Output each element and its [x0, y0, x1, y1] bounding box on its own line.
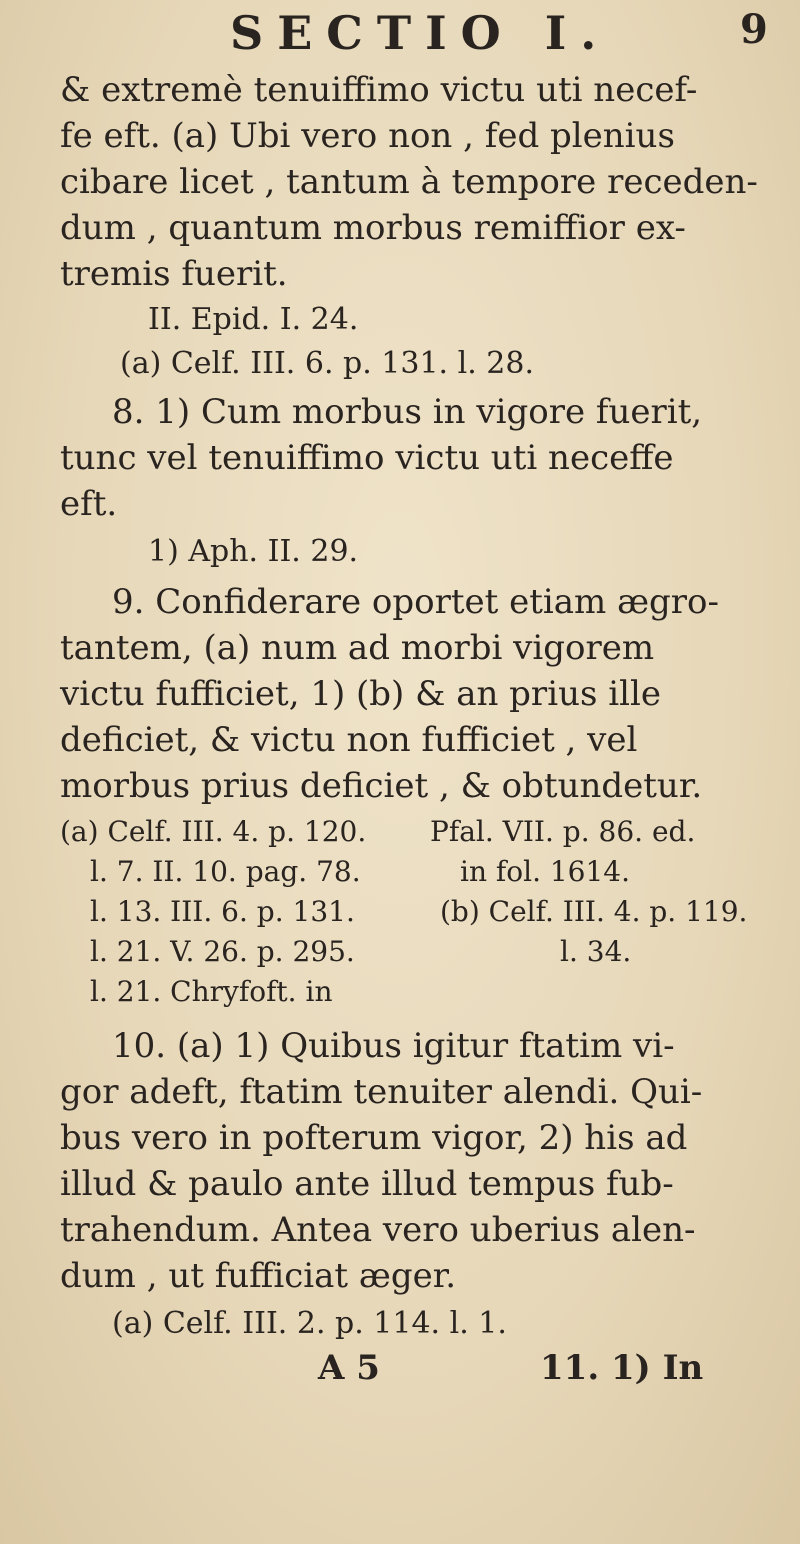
- citation-note: l. 21. V. 26. p. 295.: [90, 935, 355, 968]
- paragraph-10-line: trahendum. Antea vero uberius alen-: [60, 1210, 696, 1250]
- catchword: 11. 1) In: [540, 1348, 704, 1388]
- paragraph-10-line: bus vero in pofterum vigor, 2) his ad: [60, 1118, 688, 1158]
- text-line: dum , quantum morbus remiffior ex-: [60, 208, 686, 248]
- citation-note: Pfal. VII. p. 86. ed.: [430, 815, 696, 848]
- citation-note: l. 7. II. 10. pag. 78.: [90, 855, 361, 888]
- paragraph-10-line: 10. (a) 1) Quibus igitur ftatim vi-: [112, 1026, 675, 1066]
- paragraph-9-line: tantem, (a) num ad morbi vigorem: [60, 628, 655, 668]
- signature-mark: A 5: [318, 1348, 380, 1388]
- paragraph-8-line: eft.: [60, 484, 118, 524]
- paragraph-8-line: tunc vel tenuiffimo victu uti neceffe: [60, 438, 674, 478]
- page-number: 9: [740, 6, 768, 53]
- citation-note: II. Epid. I. 24.: [148, 302, 359, 337]
- paragraph-10-line: dum , ut fufficiat æger.: [60, 1256, 457, 1296]
- citation-note: in fol. 1614.: [460, 855, 631, 888]
- paragraph-9-line: morbus prius deficiet , & obtundetur.: [60, 766, 703, 806]
- citation-note: (a) Celf. III. 4. p. 120.: [60, 815, 367, 848]
- citation-note: 1) Aph. II. 29.: [148, 534, 359, 569]
- citation-note: (b) Celf. III. 4. p. 119.: [440, 895, 748, 928]
- text-line: fe eft. (a) Ubi vero non , fed plenius: [60, 116, 675, 156]
- paragraph-8-line: 8. 1) Cum morbus in vigore fuerit,: [112, 392, 703, 432]
- citation-note: l. 21. Chryfoft. in: [90, 975, 333, 1008]
- paragraph-9-line: deficiet, & victu non fufficiet , vel: [60, 720, 638, 760]
- citation-note: (a) Celf. III. 2. p. 114. l. 1.: [112, 1306, 507, 1341]
- paragraph-9-line: victu fufficiet, 1) (b) & an prius ille: [60, 674, 661, 714]
- citation-note: l. 34.: [560, 935, 632, 968]
- text-line: tremis fuerit.: [60, 254, 288, 294]
- paragraph-10-line: illud & paulo ante illud tempus fub-: [60, 1164, 674, 1204]
- text-line: & extremè tenuiffimo victu uti necef-: [60, 70, 698, 110]
- citation-note: (a) Celf. III. 6. p. 131. l. 28.: [120, 346, 535, 381]
- page-header: [0, 2, 800, 66]
- citation-note: l. 13. III. 6. p. 131.: [90, 895, 355, 928]
- running-head: SECTIO I.: [230, 6, 611, 60]
- text-line: cibare licet , tantum à tempore receden-: [60, 162, 758, 202]
- paragraph-10-line: gor adeft, ftatim tenuiter alendi. Qui-: [60, 1072, 703, 1112]
- paragraph-9-line: 9. Confiderare oportet etiam ægro-: [112, 582, 720, 622]
